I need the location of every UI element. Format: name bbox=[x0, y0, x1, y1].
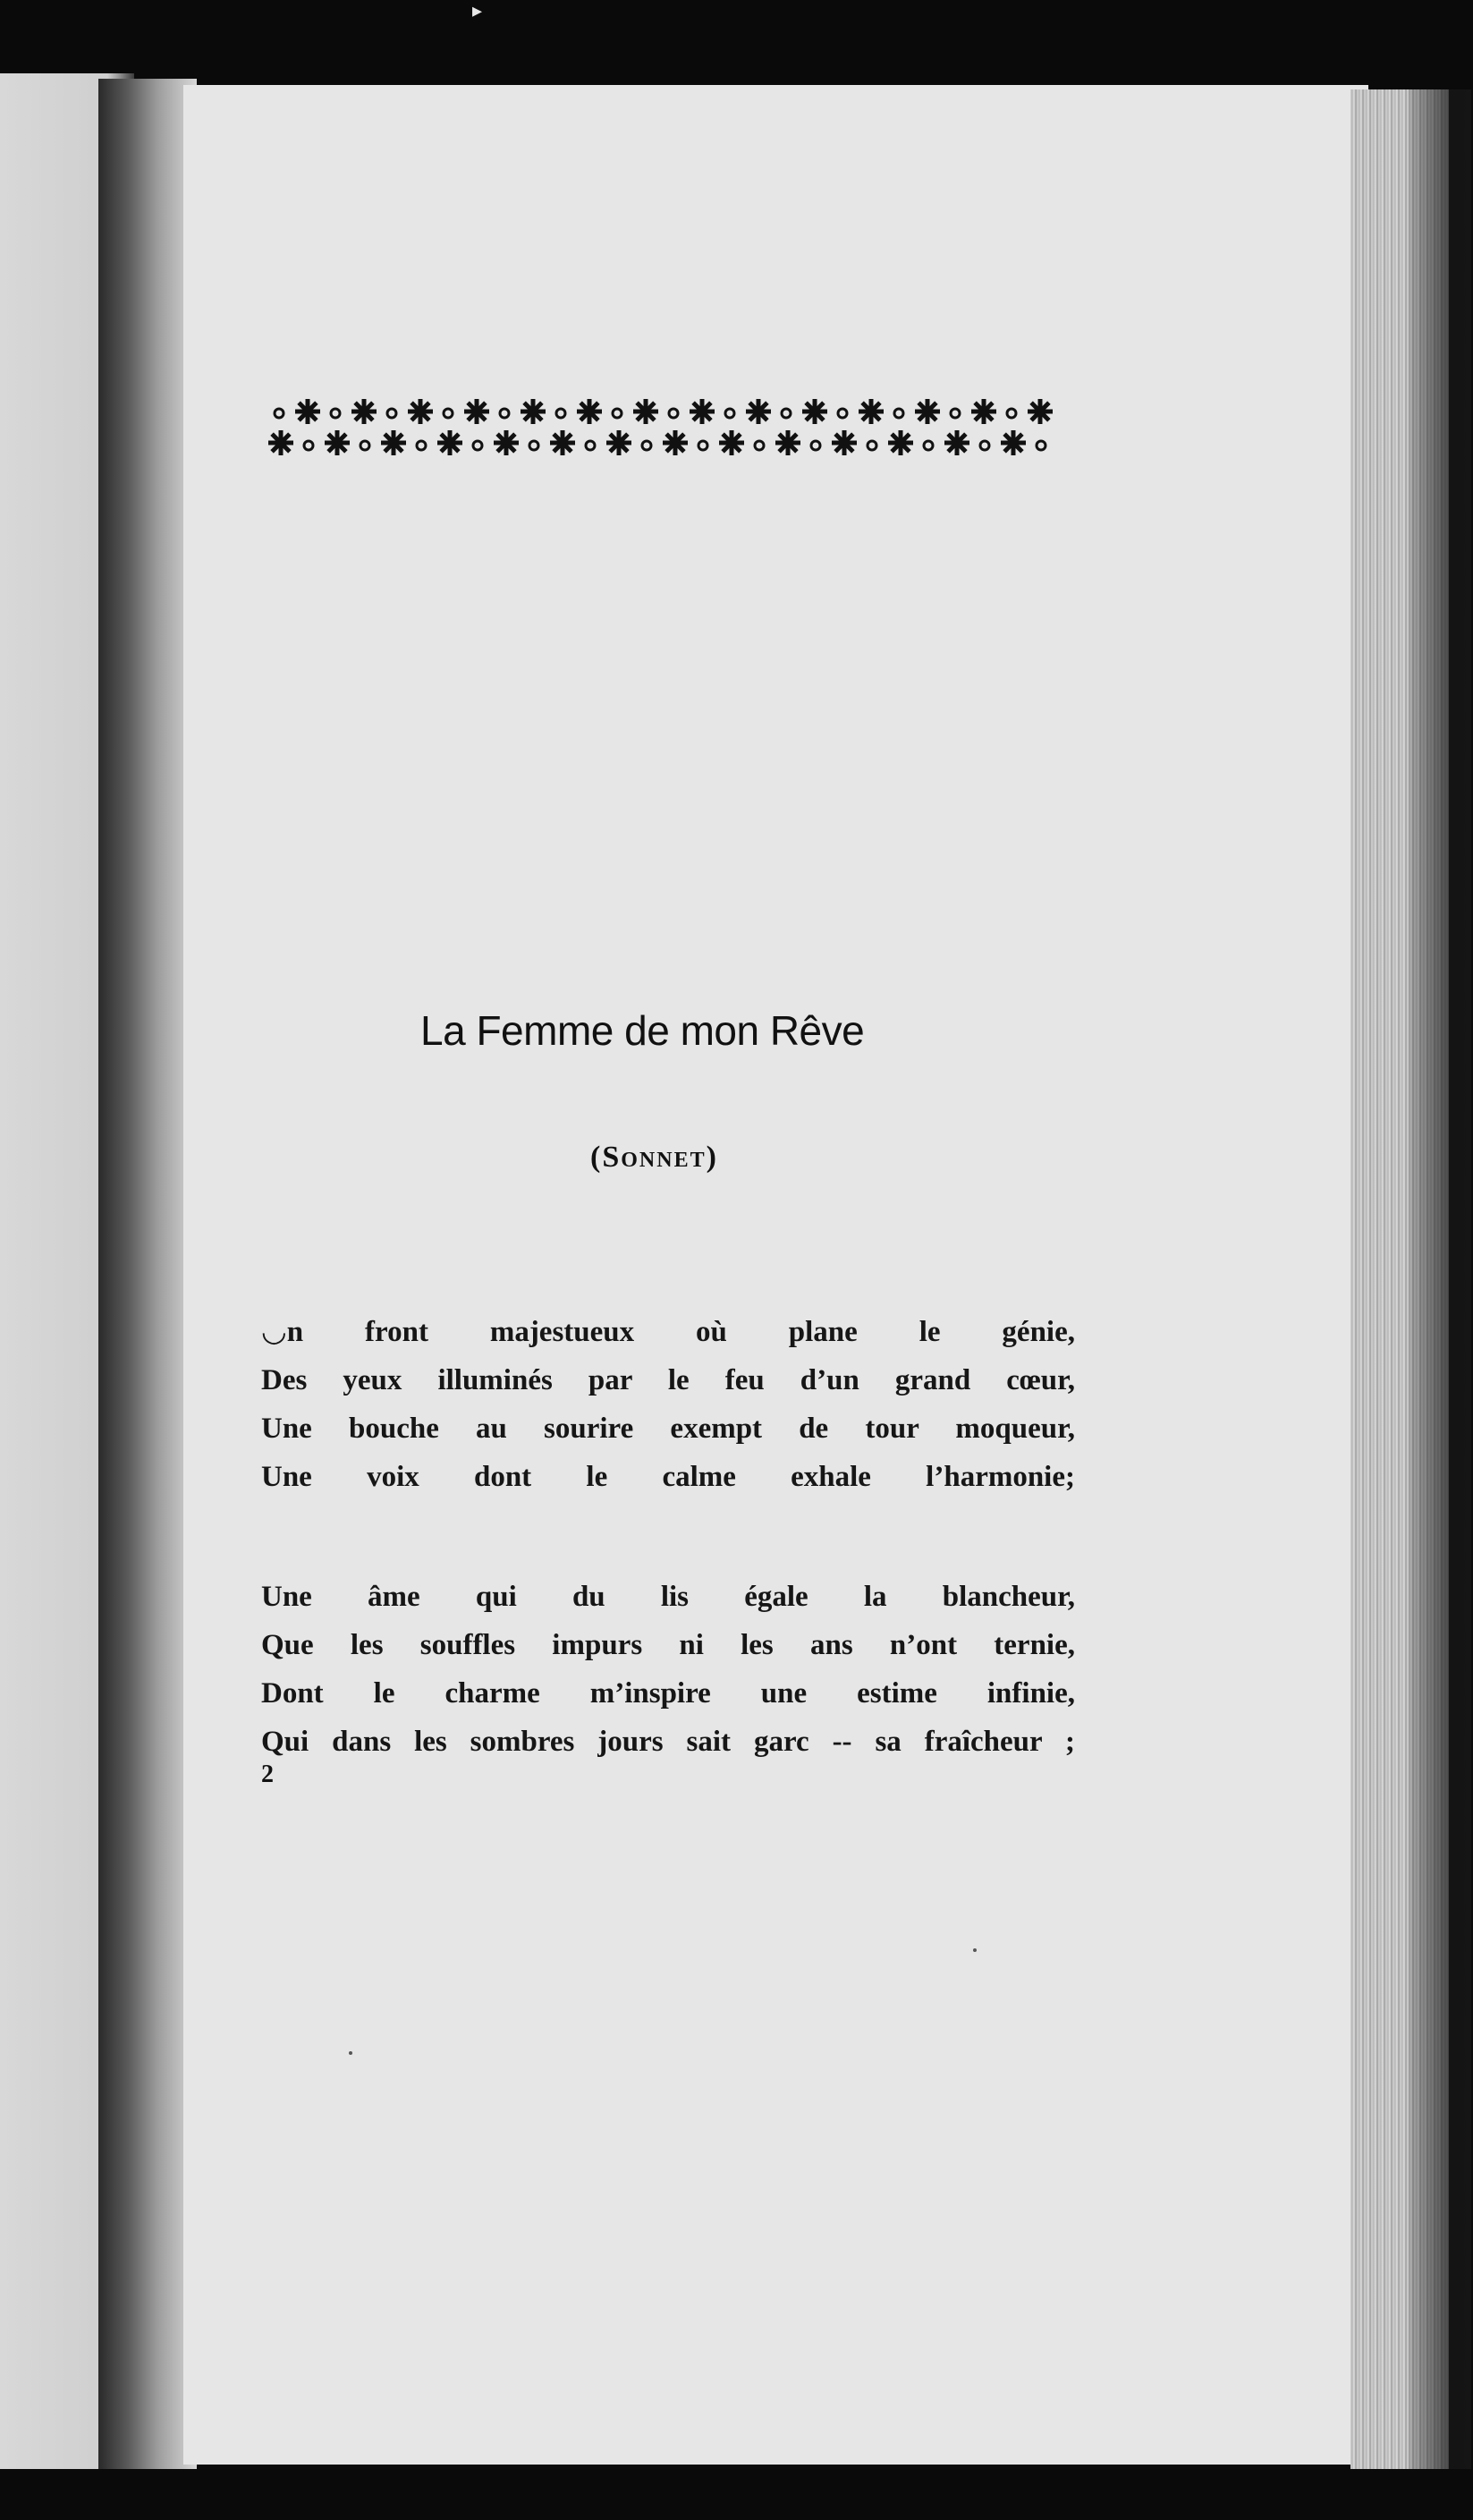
ornament-circle bbox=[417, 441, 426, 450]
stanza-2 bbox=[261, 1573, 1075, 1766]
asterisk-circle-border-ornament bbox=[267, 394, 1054, 465]
verse-line: Une voix dont le calme exhale l’harmonie; bbox=[261, 1461, 1075, 1493]
ornament-circle bbox=[782, 409, 791, 418]
ornament-circle bbox=[980, 441, 989, 450]
ornament-circle bbox=[924, 441, 933, 450]
ornament-circle bbox=[387, 409, 396, 418]
ornament-circle bbox=[868, 441, 876, 450]
verse-line: Une bouche au sourire exempt de tour moqueur, bbox=[261, 1413, 1075, 1445]
book-gutter-shadow bbox=[98, 79, 197, 2476]
poem-title: La Femme de mon Rêve bbox=[420, 1007, 865, 1054]
stanza-1 bbox=[261, 1308, 1075, 1501]
ornament-circle bbox=[444, 409, 453, 418]
scan-top-border bbox=[0, 0, 1473, 89]
verse-line: Une âme qui du lis égale la blancheur, bbox=[261, 1581, 1075, 1613]
ornament-circle bbox=[500, 409, 509, 418]
paper-speck bbox=[973, 1948, 977, 1952]
ornament-circle bbox=[894, 409, 903, 418]
ornament-circle bbox=[755, 441, 764, 450]
ornament-circle bbox=[811, 441, 820, 450]
verse-line: ◡n front majestueux où plane le génie, bbox=[261, 1316, 1075, 1348]
ornament-circle bbox=[1007, 409, 1016, 418]
ornament-circle bbox=[951, 409, 960, 418]
ornament-circle bbox=[529, 441, 538, 450]
ornament-circle bbox=[275, 409, 284, 418]
ornament-circle bbox=[360, 441, 369, 450]
ornament-circle bbox=[698, 441, 707, 450]
ornament-circle bbox=[586, 441, 595, 450]
paper-speck bbox=[349, 2051, 352, 2055]
ornament-circle bbox=[669, 409, 678, 418]
verse-line: Qui dans les sombres jours sait garc -- sa fraîcheur ; bbox=[261, 1726, 1075, 1758]
ornament-circle bbox=[304, 441, 313, 450]
ornament-circle bbox=[331, 409, 340, 418]
scan-marker-icon: ▸ bbox=[472, 0, 483, 22]
ornament-circle bbox=[613, 409, 622, 418]
poem-subtitle: (Sonnet) bbox=[590, 1141, 718, 1174]
ornament-circle bbox=[1037, 441, 1045, 450]
verse-line: Dont le charme m’inspire une estime infinie, bbox=[261, 1677, 1075, 1710]
page-number: 2 bbox=[261, 1761, 274, 1788]
ornament-circle bbox=[473, 441, 482, 450]
ornament-circle bbox=[725, 409, 734, 418]
verse-line: Que les souffles impurs ni les ans n’ont ternie, bbox=[261, 1629, 1075, 1661]
right-edge-shadow bbox=[1409, 89, 1471, 2487]
ornament-circle bbox=[838, 409, 847, 418]
ornament-circle bbox=[642, 441, 651, 450]
scan-bottom-border bbox=[0, 2469, 1473, 2520]
ornament-circle bbox=[556, 409, 565, 418]
verse-line: Des yeux illuminés par le feu d’un grand cœur, bbox=[261, 1364, 1075, 1396]
